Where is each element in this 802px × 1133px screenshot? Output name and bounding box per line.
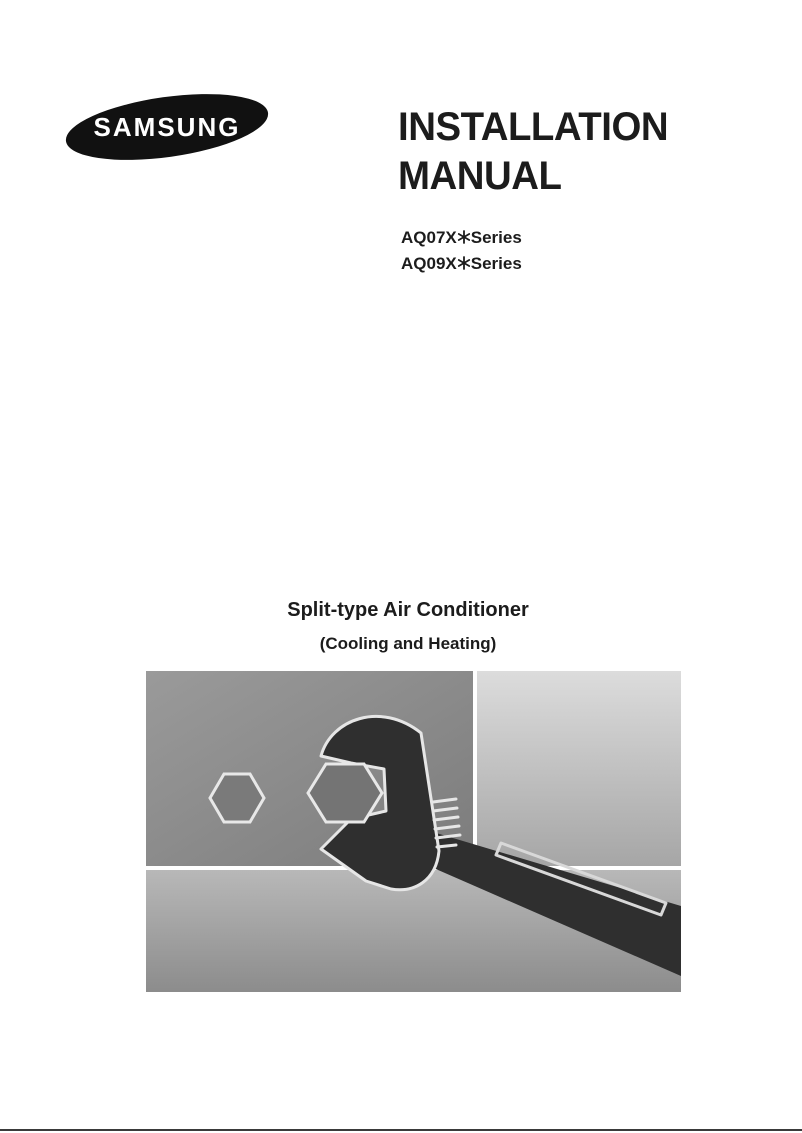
series-prefix: AQ07X <box>401 228 457 247</box>
hex-nut-small-icon <box>210 774 264 822</box>
series-line-1 <box>401 227 522 249</box>
series-line-2 <box>401 253 522 275</box>
series-suffix: Series <box>470 254 522 273</box>
series-suffix: Series <box>470 228 522 247</box>
panel-top-right <box>477 671 681 866</box>
wrench-illustration <box>146 671 681 992</box>
bottom-rule <box>0 1129 802 1131</box>
manual-title-line-1: INSTALLATION <box>398 105 669 149</box>
asterisk-icon <box>457 230 471 244</box>
samsung-logo <box>64 93 270 161</box>
product-mode: (Cooling and Heating) <box>319 634 497 653</box>
series-prefix: AQ09X <box>401 254 457 273</box>
product-type: Split-type Air Conditioner <box>287 599 529 621</box>
logo-text: SAMSUNG <box>93 112 241 142</box>
asterisk-icon <box>457 256 471 270</box>
manual-title-line-2: MANUAL <box>398 154 562 198</box>
hex-nut-large-icon <box>308 764 382 822</box>
